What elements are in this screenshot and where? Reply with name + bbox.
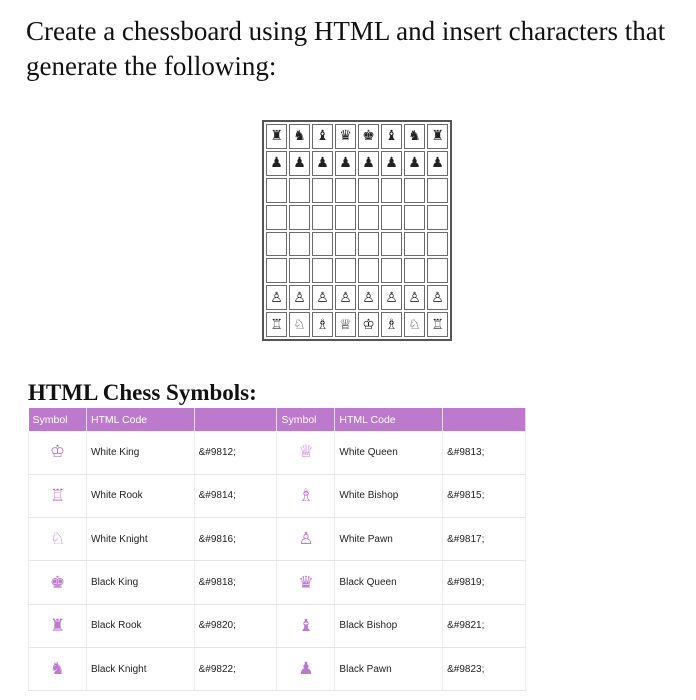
board-square: [381, 232, 402, 257]
board-square: [266, 232, 287, 257]
board-square: [266, 258, 287, 283]
name-cell: Black Rook: [86, 604, 194, 647]
board-square: [312, 178, 333, 203]
code-cell: &#9812;: [194, 431, 277, 474]
board-square: ♙: [358, 285, 379, 310]
board-square: ♟: [427, 151, 448, 176]
table-row: [29, 518, 526, 561]
table-row: [29, 647, 526, 690]
board-square: [404, 205, 425, 230]
board-square: [266, 205, 287, 230]
code-cell: &#9816;: [194, 518, 277, 561]
board-square: [289, 178, 310, 203]
board-square: ♚: [358, 124, 379, 149]
table-row: [29, 431, 526, 474]
board-square: ♗: [312, 312, 333, 337]
board-square: ♝: [381, 124, 402, 149]
name-cell: White Queen: [335, 431, 443, 474]
code-cell: &#9814;: [194, 474, 277, 517]
code-cell: &#9820;: [194, 604, 277, 647]
name-cell: White King: [86, 431, 194, 474]
board-square: [427, 205, 448, 230]
board-square: [358, 205, 379, 230]
board-square: [381, 205, 402, 230]
board-square: ♔: [358, 312, 379, 337]
name-cell: Black Pawn: [335, 647, 443, 690]
board-square: ♟: [266, 151, 287, 176]
board-square: [427, 178, 448, 203]
board-square: ♟: [358, 151, 379, 176]
board-square: ♟: [289, 151, 310, 176]
board-square: ♜: [427, 124, 448, 149]
table-row: [29, 561, 526, 604]
board-square: ♙: [266, 285, 287, 310]
name-cell: Black Queen: [335, 561, 443, 604]
board-square: ♗: [381, 312, 402, 337]
board-square: [289, 232, 310, 257]
board-square: ♞: [289, 124, 310, 149]
code-cell: &#9821;: [443, 604, 526, 647]
board-square: ♘: [404, 312, 425, 337]
board-square: [358, 258, 379, 283]
name-cell: White Knight: [86, 518, 194, 561]
board-square: ♜: [266, 124, 287, 149]
board-square: ♟: [335, 151, 356, 176]
board-square: [335, 205, 356, 230]
board-square: [404, 232, 425, 257]
symbol-cell: ♙: [277, 518, 335, 561]
code-cell: &#9818;: [194, 561, 277, 604]
board-square: ♙: [289, 285, 310, 310]
board-square: ♕: [335, 312, 356, 337]
code-cell: &#9822;: [194, 647, 277, 690]
symbol-cell: ♕: [277, 431, 335, 474]
symbol-cell: ♚: [29, 561, 87, 604]
board-square: [312, 258, 333, 283]
board-square: [335, 232, 356, 257]
table-row: [29, 604, 526, 647]
board-square: ♖: [427, 312, 448, 337]
header-blank-2: [443, 408, 526, 431]
code-cell: &#9813;: [443, 431, 526, 474]
symbol-cell: ♜: [29, 604, 87, 647]
board-square: [404, 258, 425, 283]
board-square: ♝: [312, 124, 333, 149]
symbol-cell: ♟: [277, 647, 335, 690]
board-square: [427, 232, 448, 257]
board-square: ♘: [289, 312, 310, 337]
board-square: [289, 205, 310, 230]
symbol-cell: ♛: [277, 561, 335, 604]
table-header-row: [29, 408, 526, 431]
chess-symbols-table: [28, 408, 526, 691]
board-square: [358, 178, 379, 203]
name-cell: White Bishop: [335, 474, 443, 517]
board-square: [312, 232, 333, 257]
board-square: ♟: [312, 151, 333, 176]
symbol-cell: ♗: [277, 474, 335, 517]
header-html-code-2: HTML Code: [335, 408, 443, 431]
board-square: ♙: [427, 285, 448, 310]
board-square: ♖: [266, 312, 287, 337]
symbol-cell: ♘: [29, 518, 87, 561]
board-square: ♟: [381, 151, 402, 176]
chessboard: [262, 120, 452, 341]
symbols-heading: HTML Chess Symbols:: [28, 380, 257, 405]
header-html-code-1: HTML Code: [86, 408, 194, 431]
board-square: [312, 205, 333, 230]
board-square: [381, 258, 402, 283]
table-row: [29, 474, 526, 517]
code-cell: &#9823;: [443, 647, 526, 690]
board-square: ♙: [381, 285, 402, 310]
board-square: [266, 178, 287, 203]
board-square: ♙: [312, 285, 333, 310]
code-cell: &#9817;: [443, 518, 526, 561]
board-square: ♞: [404, 124, 425, 149]
board-square: [358, 232, 379, 257]
symbol-cell: ♖: [29, 474, 87, 517]
header-blank-1: [194, 408, 277, 431]
board-square: ♙: [335, 285, 356, 310]
name-cell: Black Bishop: [335, 604, 443, 647]
header-symbol-2: Symbol: [277, 408, 335, 431]
board-square: [289, 258, 310, 283]
name-cell: White Rook: [86, 474, 194, 517]
name-cell: White Pawn: [335, 518, 443, 561]
board-square: [427, 258, 448, 283]
board-square: ♛: [335, 124, 356, 149]
board-square: [381, 178, 402, 203]
board-square: ♙: [404, 285, 425, 310]
header-symbol-1: Symbol: [29, 408, 87, 431]
board-square: [335, 258, 356, 283]
chessboard-grid: [266, 124, 448, 337]
symbol-cell: ♞: [29, 647, 87, 690]
symbol-cell: ♔: [29, 431, 87, 474]
name-cell: Black Knight: [86, 647, 194, 690]
code-cell: &#9815;: [443, 474, 526, 517]
code-cell: &#9819;: [443, 561, 526, 604]
board-square: [335, 178, 356, 203]
name-cell: Black King: [86, 561, 194, 604]
question-text: Create a chessboard using HTML and insert characters that generate the following:: [26, 16, 666, 81]
board-square: [404, 178, 425, 203]
symbol-cell: ♝: [277, 604, 335, 647]
board-square: ♟: [404, 151, 425, 176]
